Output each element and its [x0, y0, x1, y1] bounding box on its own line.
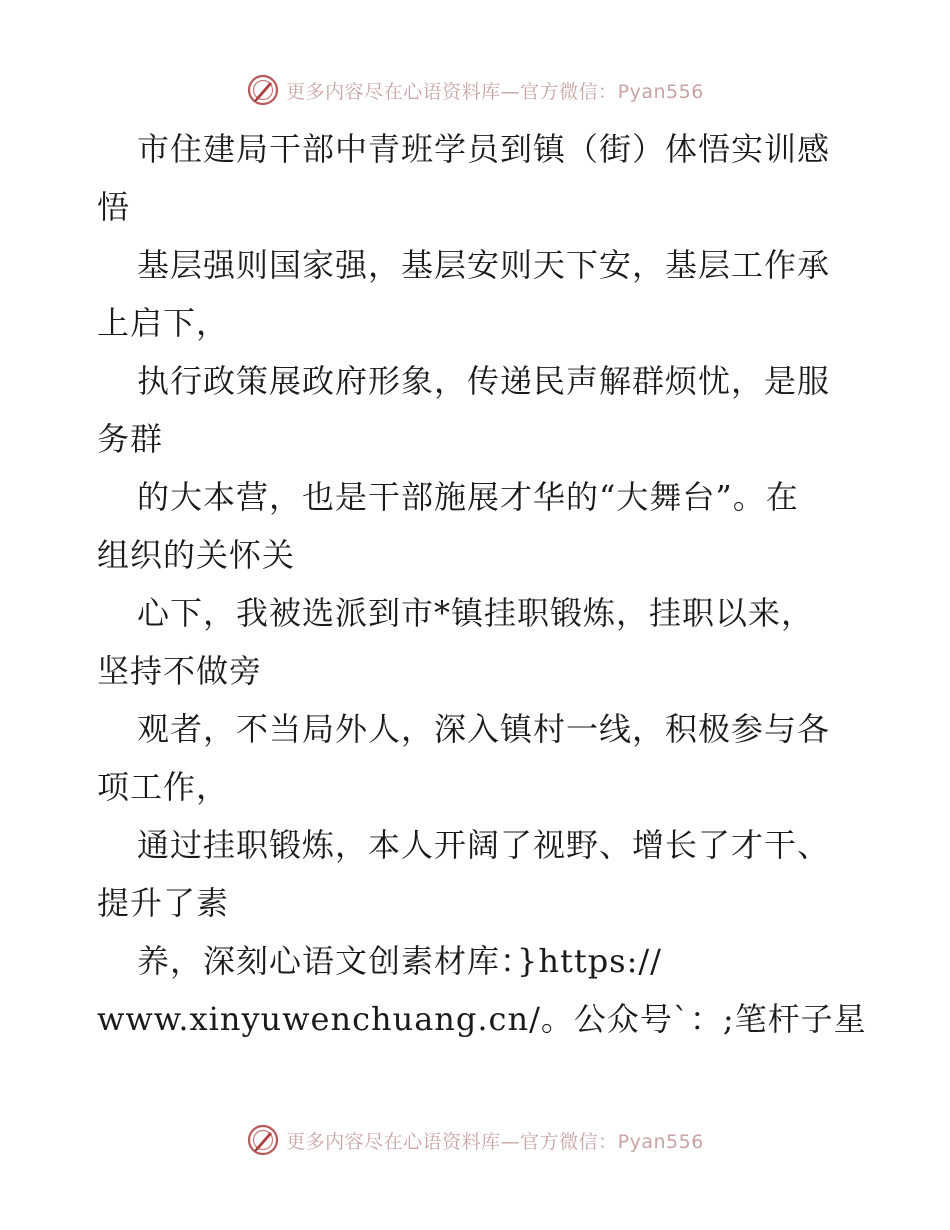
text-line: 通过挂职锻炼，本人开阔了视野、增长了才干、: [137, 826, 831, 864]
header-banner: [0, 70, 950, 110]
document-body: [97, 120, 867, 1048]
text-line: www.xinyuwenchuang.cn/。公众号`：;笔杆子星: [97, 1000, 867, 1038]
pen-seal-logo-icon: [246, 73, 280, 107]
banner-text: 更多内容尽在心语资料库—官方微信：Pyan556: [286, 1130, 704, 1153]
text-line: 悟: [97, 188, 131, 226]
text-line: 基层强则国家强，基层安则天下安，基层工作承: [137, 246, 831, 284]
text-line: 组织的关怀关: [97, 536, 296, 574]
banner-text: 更多内容尽在心语资料库—官方微信：Pyan556: [286, 80, 704, 103]
text-line: 市住建局干部中青班学员到镇（街）体悟实训感: [137, 130, 831, 168]
text-line: 提升了素: [97, 884, 230, 922]
text-line: 坚持不做旁: [97, 652, 263, 690]
pen-seal-logo-icon: [246, 1123, 280, 1157]
text-line: 上启下，: [97, 304, 230, 342]
text-line: 项工作，: [97, 768, 230, 806]
text-line: 执行政策展政府形象，传递民声解群烦忧，是服: [137, 362, 831, 400]
text-line: 养，深刻心语文创素材库：}https://: [137, 942, 662, 980]
text-line: 观者，不当局外人，深入镇村一线，积极参与各: [137, 710, 831, 748]
text-line: 务群: [97, 420, 164, 458]
text-line: 心下，我被选派到市*镇挂职锻炼，挂职以来，: [137, 594, 815, 632]
text-line: 的大本营，也是干部施展才华的“大舞台”。在: [137, 478, 799, 516]
footer-banner: [0, 1120, 950, 1160]
